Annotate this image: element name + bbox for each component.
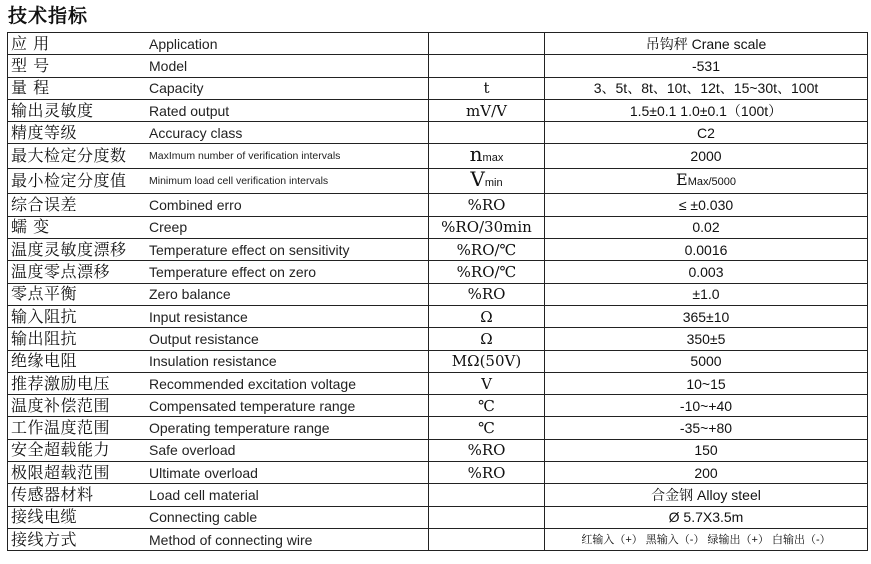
label-cn: 极限超载范围	[8, 462, 150, 484]
label-en: Combined erro	[149, 194, 429, 216]
value: 3、5t、8t、10t、12t、15~30t、100t	[545, 77, 868, 99]
value: 365±10	[545, 305, 868, 327]
label-en: Capacity	[149, 77, 429, 99]
table-row	[8, 33, 868, 55]
label-en: Temperature effect on sensitivity	[149, 239, 429, 261]
table-row	[8, 169, 868, 194]
label-en: Load cell material	[149, 484, 429, 506]
label-cn: 型 号	[8, 55, 150, 77]
value: 350±5	[545, 328, 868, 350]
unit	[429, 55, 545, 77]
table-row	[8, 328, 868, 350]
label-cn: 温度零点漂移	[8, 261, 150, 283]
value: 1.5±0.1 1.0±0.1（100t）	[545, 99, 868, 121]
table-row	[8, 350, 868, 372]
label-cn: 接线方式	[8, 528, 150, 550]
unit-main: V	[470, 168, 485, 192]
unit: ℃	[429, 395, 545, 417]
label-en: Application	[149, 33, 429, 55]
value-main: E	[676, 170, 688, 190]
label-cn: 应 用	[8, 33, 150, 55]
label-cn: 输出阻抗	[8, 328, 150, 350]
label-cn: 推荐激励电压	[8, 372, 150, 394]
table-row	[8, 144, 868, 169]
label-cn: 最大检定分度数	[8, 144, 150, 169]
label-cn: 输入阻抗	[8, 305, 150, 327]
value: 5000	[545, 350, 868, 372]
table-row	[8, 305, 868, 327]
label-cn: 传感器材料	[8, 484, 150, 506]
value: -531	[545, 55, 868, 77]
label-cn: 接线电缆	[8, 506, 150, 528]
table-row	[8, 99, 868, 121]
value: 10~15	[545, 372, 868, 394]
unit: MΩ(50V)	[429, 350, 545, 372]
label-en: Output resistance	[149, 328, 429, 350]
value	[545, 169, 868, 194]
table-row	[8, 506, 868, 528]
label-en: Accuracy class	[149, 122, 429, 144]
label-en: Method of connecting wire	[149, 528, 429, 550]
value: 吊钩秤 Crane scale	[545, 33, 868, 55]
label-en: Model	[149, 55, 429, 77]
table-row	[8, 528, 868, 550]
unit-sub: min	[484, 177, 503, 190]
value: C2	[545, 122, 868, 144]
value: 合金钢 Alloy steel	[545, 484, 868, 506]
value: -35~+80	[545, 417, 868, 439]
unit: mV/V	[429, 99, 545, 121]
label-cn: 工作温度范围	[8, 417, 150, 439]
label-en: Operating temperature range	[149, 417, 429, 439]
unit: %RO	[429, 439, 545, 461]
unit: V	[429, 372, 545, 394]
value: 红输入（+） 黑输入（-） 绿输出（+） 白输出（-）	[545, 528, 868, 550]
label-cn: 安全超载能力	[8, 439, 150, 461]
label-cn: 零点平衡	[8, 283, 150, 305]
label-cn: 温度补偿范围	[8, 395, 150, 417]
label-en: Connecting cable	[149, 506, 429, 528]
unit: Ω	[429, 328, 545, 350]
label-cn: 综合误差	[8, 194, 150, 216]
value: 0.0016	[545, 239, 868, 261]
value: Ø 5.7X3.5m	[545, 506, 868, 528]
value-sub: Max/5000	[687, 176, 736, 189]
value: 200	[545, 462, 868, 484]
unit: t	[429, 77, 545, 99]
label-en: Creep	[149, 216, 429, 238]
label-en: Insulation resistance	[149, 350, 429, 372]
table-row	[8, 462, 868, 484]
table-row	[8, 484, 868, 506]
table-row	[8, 417, 868, 439]
unit: %RO	[429, 283, 545, 305]
value: 2000	[545, 144, 868, 169]
label-en: Minimum load cell verification intervals	[149, 169, 429, 194]
table-row	[8, 439, 868, 461]
label-cn: 温度灵敏度漂移	[8, 239, 150, 261]
unit	[429, 528, 545, 550]
unit: %RO	[429, 194, 545, 216]
table-row	[8, 55, 868, 77]
value: 0.02	[545, 216, 868, 238]
spec-table	[7, 32, 868, 551]
unit	[429, 169, 545, 194]
label-en: Rated output	[149, 99, 429, 121]
label-cn: 输出灵敏度	[8, 99, 150, 121]
unit	[429, 33, 545, 55]
label-en: MaxImum number of verification intervals	[149, 144, 429, 169]
value: 0.003	[545, 261, 868, 283]
label-en: Temperature effect on zero	[149, 261, 429, 283]
unit	[429, 144, 545, 169]
table-row	[8, 122, 868, 144]
table-row	[8, 261, 868, 283]
table-row	[8, 239, 868, 261]
value: ±1.0	[545, 283, 868, 305]
label-en: Compensated temperature range	[149, 395, 429, 417]
table-row	[8, 283, 868, 305]
unit-main: n	[469, 143, 483, 167]
unit-sub: max	[482, 152, 504, 165]
table-row	[8, 77, 868, 99]
page-title: 技术指标	[8, 5, 89, 27]
value: ≤ ±0.030	[545, 194, 868, 216]
unit	[429, 484, 545, 506]
label-cn: 量 程	[8, 77, 150, 99]
label-cn: 蠕 变	[8, 216, 150, 238]
label-cn: 精度等级	[8, 122, 150, 144]
label-en: Ultimate overload	[149, 462, 429, 484]
value: 150	[545, 439, 868, 461]
table-row	[8, 372, 868, 394]
label-en: Zero balance	[149, 283, 429, 305]
table-row	[8, 216, 868, 238]
label-en: Recommended excitation voltage	[149, 372, 429, 394]
table-row	[8, 194, 868, 216]
value: -10~+40	[545, 395, 868, 417]
label-cn: 绝缘电阻	[8, 350, 150, 372]
unit	[429, 122, 545, 144]
unit: %RO	[429, 462, 545, 484]
unit: %RO/℃	[429, 261, 545, 283]
label-en: Input resistance	[149, 305, 429, 327]
unit: Ω	[429, 305, 545, 327]
label-cn: 最小检定分度值	[8, 169, 150, 194]
unit: ℃	[429, 417, 545, 439]
table-row	[8, 395, 868, 417]
label-en: Safe overload	[149, 439, 429, 461]
unit: %RO/℃	[429, 239, 545, 261]
unit	[429, 506, 545, 528]
unit: %RO/30min	[429, 216, 545, 238]
